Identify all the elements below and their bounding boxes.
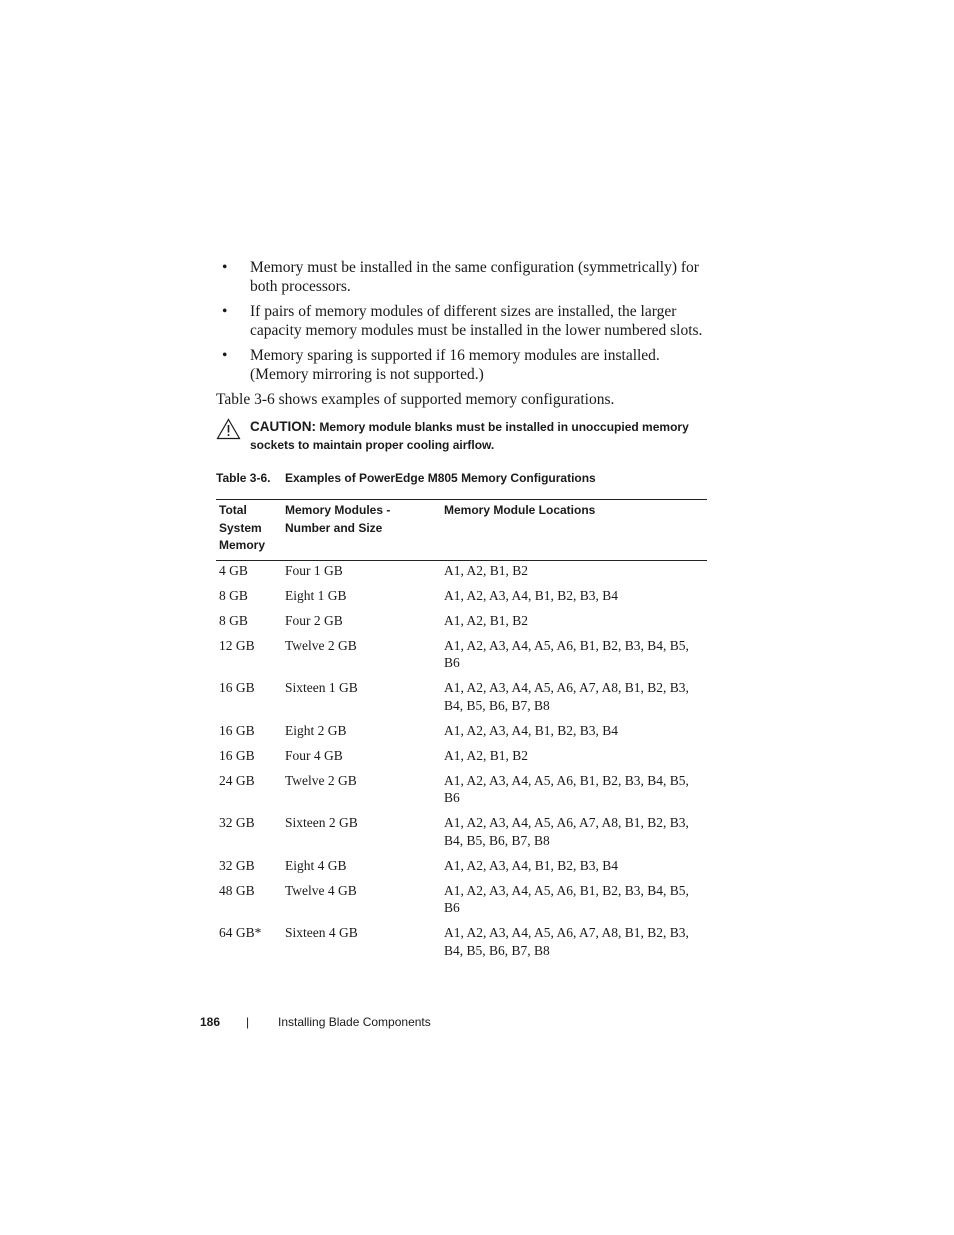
- cell-locations: A1, A2, A3, A4, A5, A6, B1, B2, B3, B4, B5, B6: [444, 882, 689, 915]
- cell-total: 32 GB: [219, 857, 255, 873]
- table-row: [216, 586, 707, 611]
- table-row: [216, 611, 707, 636]
- cell-locations: A1, A2, B1, B2: [444, 612, 529, 628]
- cell-modules: Twelve 4 GB: [285, 882, 357, 898]
- bullet-text: If pairs of memory modules of different sizes are installed, the larger capacity memory modules must be installed in the lower numbered slots.: [250, 303, 703, 339]
- table-row: [216, 678, 707, 721]
- cell-locations: A1, A2, A3, A4, A5, A6, B1, B2, B3, B4, B5, B6: [444, 772, 689, 805]
- table-row: [216, 721, 707, 746]
- cell-locations: A1, A2, A3, A4, A5, A6, A7, A8, B1, B2, B3, B4, B5, B6, B7, B8: [444, 815, 689, 848]
- caution-note: [216, 418, 711, 454]
- cell-locations: A1, A2, A3, A4, A5, A6, A7, A8, B1, B2, B3, B4, B5, B6, B7, B8: [444, 925, 689, 958]
- footer-separator: |: [246, 1015, 250, 1029]
- table-header-row: [216, 500, 707, 561]
- bullet-item: [222, 258, 712, 296]
- header-total-memory: [216, 500, 282, 561]
- cell-modules: Sixteen 2 GB: [285, 815, 358, 830]
- cell-modules: Twelve 2 GB: [285, 637, 357, 653]
- bullet-list: [222, 258, 712, 390]
- table-row: [216, 560, 707, 586]
- cell-modules: Twelve 2 GB: [285, 772, 357, 788]
- caution-triangle-icon: [216, 418, 241, 445]
- cell-total: 48 GB: [219, 882, 255, 898]
- cell-total: 8 GB: [219, 587, 248, 603]
- caution-text: [250, 418, 711, 454]
- table-caption: [216, 471, 596, 485]
- cell-locations: A1, A2, B1, B2: [444, 562, 529, 578]
- page-number: 186: [200, 1015, 221, 1029]
- header-modules: [282, 500, 441, 561]
- cell-locations: A1, A2, A3, A4, A5, A6, A7, A8, B1, B2, B3, B4, B5, B6, B7, B8: [444, 680, 689, 713]
- cell-modules: Four 1 GB: [285, 562, 343, 578]
- caution-body: Memory module blanks must be installed in unoccupied memory sockets to maintain proper cooling airflow.: [250, 420, 689, 452]
- table-row: [216, 746, 707, 771]
- memory-config-table: [216, 499, 707, 966]
- table-row: [216, 771, 707, 814]
- cell-total: 32 GB: [219, 815, 255, 830]
- bullet-glyph: •: [222, 303, 228, 320]
- bullet-item: [222, 346, 712, 384]
- header-locations-text: Memory Module Locations: [444, 503, 596, 517]
- page-footer: [200, 1015, 431, 1029]
- cell-modules: Four 2 GB: [285, 612, 343, 628]
- table-row: [216, 856, 707, 881]
- cell-total: 4 GB: [219, 562, 248, 578]
- caution-label: CAUTION:: [250, 419, 316, 434]
- cell-total: 8 GB: [219, 612, 248, 628]
- bullet-text: Memory sparing is supported if 16 memory modules are installed. (Memory mirroring is not supported.): [250, 347, 660, 383]
- cell-modules: Eight 4 GB: [285, 857, 347, 873]
- bullet-glyph: •: [222, 347, 228, 364]
- cell-locations: A1, A2, A3, A4, B1, B2, B3, B4: [444, 587, 619, 603]
- bullet-text: Memory must be installed in the same configuration (symmetrically) for both processors.: [250, 259, 699, 295]
- cell-total: 24 GB: [219, 772, 255, 788]
- cell-total: 16 GB: [219, 722, 255, 738]
- bullet-glyph: •: [222, 259, 228, 276]
- cell-locations: A1, A2, B1, B2: [444, 747, 529, 763]
- header-modules-text: Memory Modules - Number and Size: [285, 503, 391, 535]
- cell-modules: Sixteen 1 GB: [285, 680, 358, 695]
- cell-total: 16 GB: [219, 747, 255, 763]
- cell-total: 12 GB: [219, 637, 255, 653]
- cell-total: 16 GB: [219, 680, 255, 695]
- cell-locations: A1, A2, A3, A4, A5, A6, B1, B2, B3, B4, B5, B6: [444, 637, 689, 670]
- bullet-item: [222, 302, 712, 340]
- cell-modules: Sixteen 4 GB: [285, 925, 358, 940]
- table-row: [216, 923, 707, 966]
- cell-locations: A1, A2, A3, A4, B1, B2, B3, B4: [444, 857, 619, 873]
- cell-locations: A1, A2, A3, A4, B1, B2, B3, B4: [444, 722, 619, 738]
- cell-modules: Eight 2 GB: [285, 722, 347, 738]
- header-total-memory-text: Total System Memory: [219, 503, 266, 552]
- cell-modules: Four 4 GB: [285, 747, 343, 763]
- header-locations: [441, 500, 707, 561]
- intro-paragraph: Table 3-6 shows examples of supported memory configurations.: [216, 391, 615, 408]
- table-row: [216, 636, 707, 679]
- table-caption-number: Table 3-6.: [216, 471, 271, 485]
- table-caption-title: Examples of PowerEdge M805 Memory Configurations: [285, 471, 596, 485]
- cell-modules: Eight 1 GB: [285, 587, 347, 603]
- cell-total: 64 GB*: [219, 925, 262, 940]
- table-row: [216, 881, 707, 924]
- footer-section-title: Installing Blade Components: [278, 1015, 431, 1029]
- table-row: [216, 813, 707, 856]
